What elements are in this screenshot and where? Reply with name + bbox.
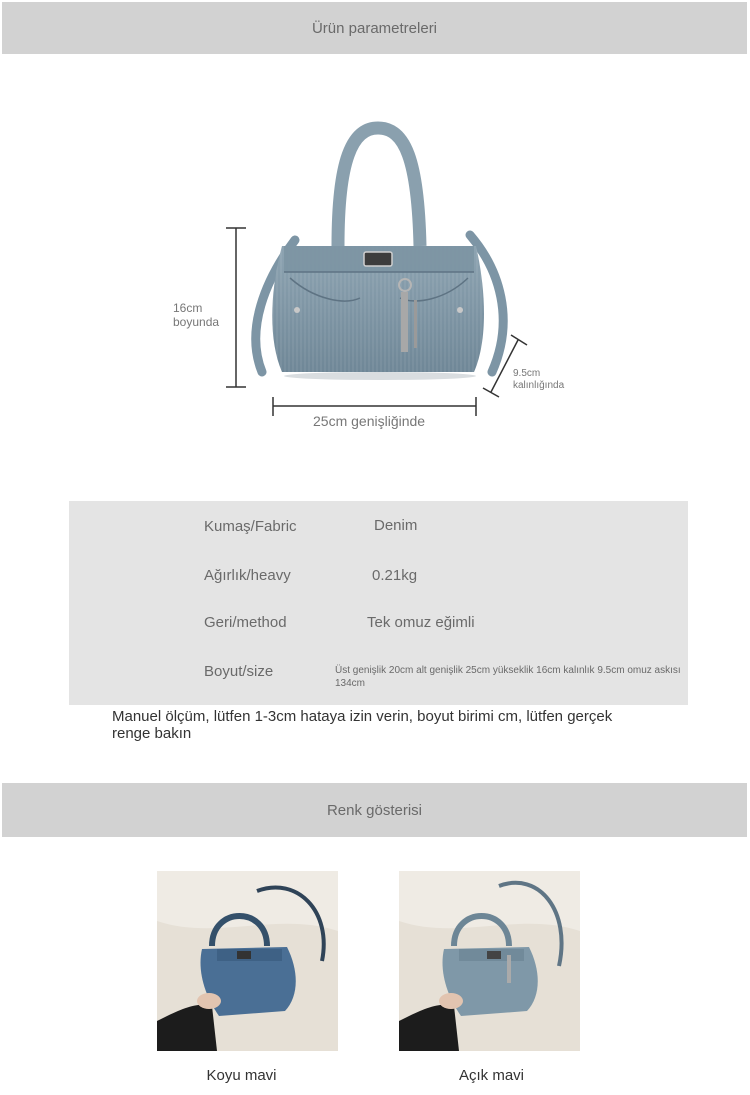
width-label: 25cm genişliğinde (313, 413, 426, 429)
section-title: Ürün parametreleri (311, 19, 438, 37)
color-swatch-dark-blue[interactable] (157, 871, 338, 1051)
spec-value-weight: 0.21kg (372, 567, 418, 584)
light-blue-bag-photo (399, 871, 580, 1051)
depth-label: 9.5cm kalınlığında (513, 368, 565, 391)
color-caption-light-blue: Açık mavi (458, 1067, 524, 1084)
height-label: 16cm boyunda (173, 301, 220, 329)
key-charm (401, 292, 408, 352)
spec-label-weight: Ağırlık/heavy (204, 567, 291, 584)
measurement-note: Manuel ölçüm, lütfen 1-3cm hataya izin verin, boyut birimi cm, lütfen gerçek renge bakın (112, 708, 613, 743)
spec-value-method: Tek omuz eğimli (367, 614, 475, 631)
spec-label-fabric: Kumaş/Fabric (204, 518, 297, 535)
dark-blue-bag-photo (157, 871, 338, 1051)
bag-handle (338, 128, 420, 246)
product-dimension-illustration (0, 60, 750, 520)
section-header-parameters (2, 2, 747, 54)
section-header-colors (2, 783, 747, 837)
spec-value-fabric: Denim (374, 517, 418, 534)
lock-clasp (364, 252, 392, 266)
spec-label-size: Boyut/size (204, 663, 274, 680)
section-title: Renk gösterisi (326, 801, 423, 819)
color-caption-dark-blue: Koyu mavi (206, 1067, 277, 1084)
spec-value-size: Üst genişlik 20cm alt genişlik 25cm yükseklik 16cm kalınlık 9.5cm omuz askısı 134cm (335, 665, 681, 689)
spec-label-method: Geri/method (204, 614, 287, 631)
color-swatch-light-blue[interactable] (399, 871, 580, 1051)
